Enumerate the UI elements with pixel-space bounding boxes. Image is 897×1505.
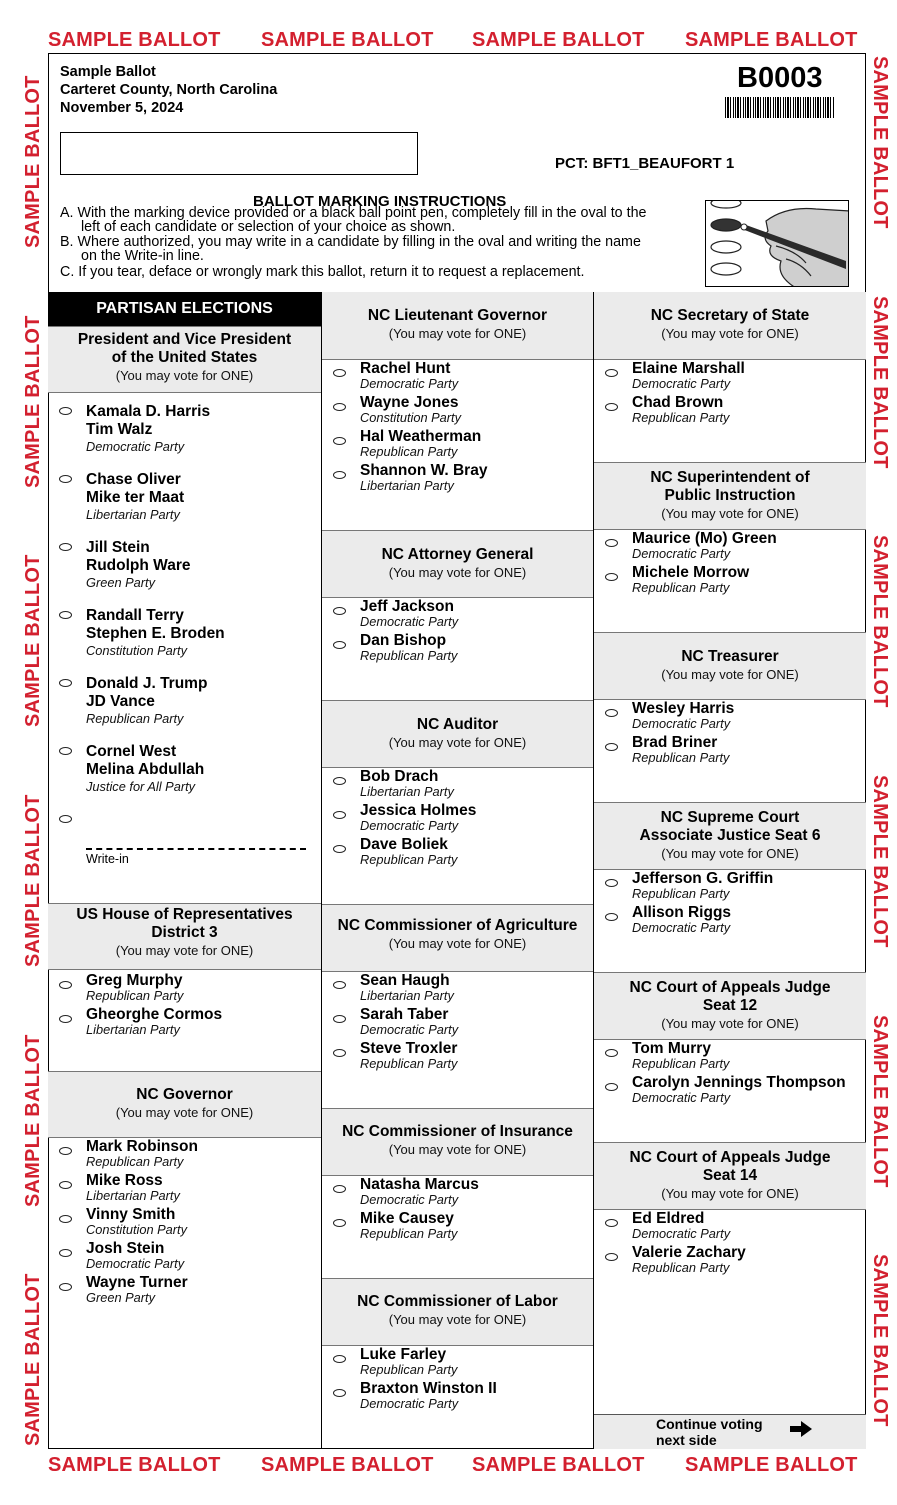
vote-oval[interactable] (333, 403, 346, 411)
vote-oval[interactable] (59, 1147, 72, 1155)
running-mate-name: JD Vance (86, 693, 155, 710)
candidate-name: Jill Stein (86, 539, 150, 556)
contest-header-insurance (322, 1108, 593, 1176)
candidate-name: Maurice (Mo) Green (632, 530, 777, 547)
candidate-name: Valerie Zachary (632, 1244, 746, 1261)
candidate-name: Dave Boliek (360, 836, 448, 853)
contest-title: NC Commissioner of Labor (357, 1293, 558, 1310)
candidate-name: Wayne Jones (360, 394, 459, 411)
candidate-mike-causey[interactable] (322, 1210, 457, 1240)
candidate-name: Brad Briner (632, 734, 718, 751)
candidate-bob-drach[interactable] (322, 768, 454, 798)
sample-ballot-watermark: SAMPLE BALLOT (869, 296, 891, 469)
contest-secretary-of-state-candidates (594, 360, 866, 462)
candidate-name: Chase Oliver (86, 471, 181, 488)
contest-title: NC Treasurer (681, 648, 779, 665)
election-date: November 5, 2024 (60, 100, 184, 116)
candidate-name: Luke Farley (360, 1346, 447, 1363)
candidate-name: Allison Riggs (632, 904, 732, 921)
sample-ballot-watermark: SAMPLE BALLOT (869, 775, 891, 948)
party-label: Republican Party (360, 444, 458, 459)
contest-title: NC Supreme Court (660, 809, 800, 826)
candidate-hal-weatherman[interactable] (322, 428, 481, 458)
party-label: Constitution Party (86, 1222, 188, 1237)
vote-for-instructions: (You may vote for ONE) (661, 846, 799, 861)
contest-title-line2: of the United States (111, 349, 258, 366)
running-mate-name: Mike ter Maat (86, 489, 185, 506)
vote-oval[interactable] (59, 1181, 72, 1189)
ballot-title: Sample Ballot (60, 64, 156, 80)
vote-oval[interactable] (333, 437, 346, 445)
party-label: Constitution Party (86, 643, 188, 658)
candidate-name: Wayne Turner (86, 1274, 188, 1291)
candidate-name: Vinny Smith (86, 1206, 176, 1223)
sample-ballot-watermark: SAMPLE BALLOT (261, 1454, 434, 1476)
contest-treasurer-candidates (594, 700, 866, 802)
party-label: Democratic Party (360, 376, 459, 391)
candidate-name: Carolyn Jennings Thompson (632, 1074, 846, 1091)
candidate-name: Sarah Taber (360, 1006, 449, 1023)
vote-for-instructions: (You may vote for ONE) (388, 735, 527, 750)
continue-voting-text (656, 1416, 763, 1448)
sample-ballot-watermark: SAMPLE BALLOT (48, 1454, 221, 1476)
candidate-luke-farley[interactable] (322, 1346, 457, 1376)
candidate-jeff-jackson[interactable] (322, 598, 458, 628)
candidate-rachel-hunt[interactable] (322, 360, 458, 390)
vote-oval[interactable] (59, 679, 72, 687)
vote-oval[interactable] (59, 1249, 72, 1257)
candidate-name: Hal Weatherman (360, 428, 482, 445)
contest-header-appeals-seat-12 (594, 972, 866, 1040)
vote-oval[interactable] (605, 1219, 618, 1227)
vote-oval[interactable] (59, 981, 72, 989)
candidate-mike-ross[interactable] (48, 1172, 180, 1202)
vote-oval[interactable] (333, 777, 346, 785)
vote-oval[interactable] (59, 611, 72, 619)
sample-ballot-watermark: SAMPLE BALLOT (22, 315, 44, 488)
contest-us-house-candidates (48, 970, 321, 1071)
sample-ballot-watermark: SAMPLE BALLOT (685, 1454, 858, 1476)
party-label: Libertarian Party (86, 1022, 180, 1037)
vote-for-instructions: (You may vote for ONE) (388, 1312, 527, 1327)
vote-for-instructions: (You may vote for ONE) (661, 1016, 799, 1031)
party-label: Republican Party (360, 1226, 458, 1241)
sample-ballot-watermark: SAMPLE BALLOT (869, 56, 891, 229)
vote-oval[interactable] (605, 403, 618, 411)
party-label: Republican Party (632, 1056, 730, 1071)
candidate-carolyn-thompson[interactable] (594, 1074, 846, 1104)
running-mate-name: Stephen E. Broden (86, 625, 225, 642)
candidate-name: Wesley Harris (632, 700, 735, 717)
candidate-name: Jeff Jackson (360, 598, 454, 615)
candidate-name: Jefferson G. Griffin (632, 870, 774, 887)
vote-oval[interactable] (333, 811, 346, 819)
vote-oval[interactable] (333, 641, 346, 649)
sample-ballot-watermark: SAMPLE BALLOT (22, 75, 44, 248)
candidate-name: Braxton Winston II (360, 1380, 497, 1397)
running-mate-name: Melina Abdullah (86, 761, 205, 778)
vote-oval[interactable] (605, 369, 618, 377)
vote-for-instructions: (You may vote for ONE) (661, 326, 799, 341)
party-label: Democratic Party (360, 1396, 459, 1411)
contest-title-line2: Seat 14 (702, 1167, 758, 1184)
instructions-text (60, 205, 700, 280)
vote-oval[interactable] (605, 709, 618, 717)
vote-oval[interactable] (333, 1355, 346, 1363)
contest-title-line2: Associate Justice Seat 6 (639, 827, 821, 844)
party-label: Republican Party (360, 648, 458, 663)
vote-for-instructions: (You may vote for ONE) (388, 326, 527, 341)
candidate-name: Mike Ross (86, 1172, 163, 1189)
contest-header-president (48, 326, 321, 393)
candidate-trump-vance[interactable] (48, 675, 207, 727)
candidate-name: Donald J. Trump (86, 675, 208, 692)
contest-title: NC Auditor (416, 716, 499, 733)
running-mate-name: Tim Walz (86, 421, 153, 438)
party-label: Democratic Party (360, 1192, 459, 1207)
instructions-title: BALLOT MARKING INSTRUCTIONS (253, 193, 507, 210)
party-label: Democratic Party (632, 920, 731, 935)
candidate-tom-murry[interactable] (594, 1040, 729, 1070)
contest-lt-governor-candidates (322, 360, 593, 530)
barcode (725, 97, 835, 118)
candidate-allison-riggs[interactable] (594, 904, 731, 934)
sample-ballot-watermark: SAMPLE BALLOT (869, 535, 891, 708)
candidate-name: Kamala D. Harris (86, 403, 211, 420)
candidate-terry-broden[interactable] (48, 607, 225, 659)
vote-oval[interactable] (333, 369, 346, 377)
contest-header-us-house (48, 903, 321, 970)
party-label: Democratic Party (632, 716, 731, 731)
vote-oval[interactable] (59, 1283, 72, 1291)
vote-for-instructions: (You may vote for ONE) (115, 368, 254, 383)
contest-title-line2: Seat 12 (702, 997, 758, 1014)
party-label: Democratic Party (632, 1090, 731, 1105)
party-label: Republican Party (360, 1056, 458, 1071)
candidate-name: Jessica Holmes (360, 802, 477, 819)
vote-oval[interactable] (59, 543, 72, 551)
candidate-west-abdullah[interactable] (48, 743, 204, 795)
sample-ballot-watermark: SAMPLE BALLOT (22, 1273, 44, 1446)
party-label: Republican Party (86, 711, 184, 726)
candidate-braxton-winston[interactable] (322, 1380, 497, 1410)
instruction-c: C. If you tear, deface or wrongly mark this ballot, return it to request a replacement. (60, 263, 585, 280)
candidate-josh-stein[interactable] (48, 1240, 184, 1270)
candidate-wayne-jones[interactable] (322, 394, 461, 424)
party-label: Democratic Party (360, 614, 459, 629)
contest-header-auditor (322, 700, 593, 768)
vote-oval[interactable] (333, 1049, 346, 1057)
candidate-chad-brown[interactable] (594, 394, 729, 424)
candidate-sean-haugh[interactable] (322, 972, 454, 1002)
candidate-wayne-turner[interactable] (48, 1274, 188, 1304)
candidate-name: Elaine Marshall (632, 360, 745, 377)
candidate-vinny-smith[interactable] (48, 1206, 187, 1236)
ballot-style-id: B0003 (737, 62, 823, 94)
vote-oval[interactable] (333, 845, 346, 853)
party-label: Democratic Party (360, 1022, 459, 1037)
vote-for-instructions: (You may vote for ONE) (388, 1142, 527, 1157)
marking-illustration-icon (705, 200, 849, 287)
candidate-name: Steve Troxler (360, 1040, 458, 1057)
vote-oval[interactable] (59, 1015, 72, 1023)
vote-for-instructions: (You may vote for ONE) (388, 565, 527, 580)
candidate-name: Tom Murry (632, 1040, 711, 1057)
contest-header-treasurer (594, 632, 866, 700)
party-label: Green Party (86, 575, 155, 590)
candidate-sarah-taber[interactable] (322, 1006, 458, 1036)
candidate-greg-murphy[interactable] (48, 972, 183, 1002)
contest-header-supreme-court (594, 802, 866, 870)
candidate-natasha-marcus[interactable] (322, 1176, 479, 1206)
sample-ballot-watermark: SAMPLE BALLOT (472, 29, 645, 51)
candidate-jessica-holmes[interactable] (322, 802, 476, 832)
candidate-steve-troxler[interactable] (322, 1040, 457, 1070)
candidate-stein-ware[interactable] (48, 539, 190, 591)
vote-oval[interactable] (59, 815, 72, 823)
contest-header-attorney-general (322, 530, 593, 598)
vote-oval[interactable] (605, 539, 618, 547)
contest-president-candidates (48, 393, 321, 903)
contest-supreme-court-candidates (594, 870, 866, 972)
instruction-a-cont: left of each candidate or selection of your choice as shown. (81, 219, 456, 235)
vote-oval[interactable] (605, 1083, 618, 1091)
vote-oval[interactable] (605, 879, 618, 887)
writein-option[interactable] (48, 811, 308, 871)
candidate-name: Mark Robinson (86, 1138, 198, 1155)
candidate-name: Bob Drach (360, 768, 439, 785)
contest-title: NC Commissioner of Insurance (342, 1123, 573, 1140)
vote-for-instructions: (You may vote for ONE) (661, 1186, 799, 1201)
contest-header-superintendent (594, 462, 866, 530)
party-label: Democratic Party (632, 1226, 731, 1241)
contest-header-lt-governor (322, 292, 593, 360)
contest-title: NC Commissioner of Agriculture (337, 917, 578, 934)
running-mate-name: Rudolph Ware (86, 557, 191, 574)
candidate-dave-boliek[interactable] (322, 836, 457, 866)
ballot-column-1 (48, 292, 321, 1449)
party-label: Republican Party (632, 410, 730, 425)
vote-for-instructions: (You may vote for ONE) (115, 943, 254, 958)
candidate-harris-walz[interactable] (48, 403, 210, 455)
ballot-column-3 (593, 292, 866, 1449)
vote-oval[interactable] (333, 981, 346, 989)
candidate-name: Randall Terry (86, 607, 184, 624)
contest-superintendent-candidates (594, 530, 866, 632)
party-label: Libertarian Party (86, 1188, 180, 1203)
candidate-maurice-green[interactable] (594, 530, 777, 560)
party-label: Democratic Party (86, 439, 185, 454)
contest-title: NC Attorney General (381, 546, 534, 563)
sample-ballot-watermark: SAMPLE BALLOT (22, 554, 44, 727)
candidate-name: Greg Murphy (86, 972, 183, 989)
ballot-stub-box (60, 132, 418, 175)
contest-agriculture-candidates (322, 972, 593, 1108)
vote-oval[interactable] (333, 1015, 346, 1023)
candidate-valerie-zachary[interactable] (594, 1244, 746, 1274)
contest-auditor-candidates (322, 768, 593, 904)
vote-oval[interactable] (333, 607, 346, 615)
candidate-wesley-harris[interactable] (594, 700, 734, 730)
candidate-name: Chad Brown (632, 394, 724, 411)
contest-title: NC Lieutenant Governor (367, 307, 548, 324)
continue-line-1: Continue voting (656, 1416, 763, 1432)
party-label: Republican Party (360, 852, 458, 867)
candidate-name: Cornel West (86, 743, 177, 760)
vote-for-instructions: (You may vote for ONE) (388, 936, 527, 951)
contest-header-agriculture (322, 904, 593, 972)
vote-oval[interactable] (59, 747, 72, 755)
vote-for-instructions: (You may vote for ONE) (661, 506, 799, 521)
party-label: Republican Party (632, 886, 730, 901)
party-label: Constitution Party (360, 410, 462, 425)
vote-oval[interactable] (605, 913, 618, 921)
candidate-shannon-bray[interactable] (322, 462, 487, 492)
candidate-name: Gheorghe Cormos (86, 1006, 223, 1023)
sample-ballot-watermark: SAMPLE BALLOT (22, 794, 44, 967)
candidate-ed-eldred[interactable] (594, 1210, 730, 1240)
contest-header-governor (48, 1071, 321, 1138)
party-label: Republican Party (632, 1260, 730, 1275)
county-name: Carteret County, North Carolina (60, 82, 278, 98)
candidate-dan-bishop[interactable] (322, 632, 457, 662)
contest-header-secretary-of-state (594, 292, 866, 360)
writein-label: Write-in (86, 852, 129, 866)
candidate-name: Sean Haugh (360, 972, 450, 989)
candidate-gheorghe-cormos[interactable] (48, 1006, 222, 1036)
candidate-oliver-termaat[interactable] (48, 471, 184, 523)
vote-for-instructions: (You may vote for ONE) (115, 1105, 254, 1120)
candidate-name: Mike Causey (360, 1210, 454, 1227)
sample-ballot-watermark: SAMPLE BALLOT (685, 29, 858, 51)
candidate-mark-robinson[interactable] (48, 1138, 198, 1168)
party-label: Libertarian Party (360, 478, 454, 493)
continue-line-2: next side (656, 1432, 717, 1448)
party-label: Green Party (86, 1290, 155, 1305)
sample-ballot-watermark: SAMPLE BALLOT (869, 1254, 891, 1427)
sample-ballot-watermark: SAMPLE BALLOT (472, 1454, 645, 1476)
contest-appeals-seat-14-candidates (594, 1210, 866, 1312)
vote-oval[interactable] (333, 1389, 346, 1397)
party-label: Republican Party (86, 1154, 184, 1169)
continue-voting-banner (594, 1414, 866, 1449)
contest-title-line2: District 3 (151, 924, 218, 941)
contest-title-line2: Public Instruction (664, 487, 796, 504)
contest-header-appeals-seat-14 (594, 1142, 866, 1210)
vote-oval[interactable] (605, 573, 618, 581)
party-label: Republican Party (632, 580, 730, 595)
instruction-b: B. Where authorized, you may write in a candidate by filling in the oval and writing the name (60, 234, 641, 250)
arrow-right-icon (790, 1421, 812, 1437)
candidate-name: Natasha Marcus (360, 1176, 479, 1193)
vote-oval[interactable] (333, 1185, 346, 1193)
instruction-a: A. With the marking device provided or a black ball point pen, completely fill in the oval to the (60, 205, 647, 221)
vote-for-instructions: (You may vote for ONE) (661, 667, 799, 682)
vote-oval[interactable] (333, 471, 346, 479)
party-label: Democratic Party (360, 818, 459, 833)
candidate-name: Rachel Hunt (360, 360, 451, 377)
ballot-header-title (60, 63, 277, 117)
candidate-elaine-marshall[interactable] (594, 360, 745, 390)
vote-oval[interactable] (605, 743, 618, 751)
candidate-name: Dan Bishop (360, 632, 447, 649)
party-label: Democratic Party (632, 376, 731, 391)
vote-oval[interactable] (59, 475, 72, 483)
vote-oval[interactable] (605, 1253, 618, 1261)
sample-ballot-watermark: SAMPLE BALLOT (48, 29, 221, 51)
writein-line[interactable] (86, 848, 306, 850)
contest-insurance-candidates (322, 1176, 593, 1278)
precinct-label: PCT: BFT1_BEAUFORT 1 (555, 155, 735, 172)
vote-oval[interactable] (59, 1215, 72, 1223)
party-label: Democratic Party (86, 1256, 185, 1271)
candidate-name: Josh Stein (86, 1240, 165, 1257)
candidate-name: Michele Morrow (632, 564, 750, 581)
ballot-column-2 (321, 292, 593, 1449)
contest-title: US House of Representatives (76, 906, 293, 923)
contest-title: NC Governor (136, 1086, 233, 1103)
contest-title: NC Court of Appeals Judge (629, 979, 831, 996)
sample-ballot-watermark: SAMPLE BALLOT (869, 1015, 891, 1188)
vote-oval[interactable] (333, 1219, 346, 1227)
contest-title: NC Court of Appeals Judge (629, 1149, 831, 1166)
party-label: Republican Party (632, 750, 730, 765)
candidate-brad-briner[interactable] (594, 734, 729, 764)
contest-title: President and Vice President (77, 331, 292, 348)
candidate-jefferson-griffin[interactable] (594, 870, 773, 900)
contest-title: NC Superintendent of (650, 469, 810, 486)
instruction-b-cont: on the Write-in line. (81, 248, 204, 264)
party-label: Libertarian Party (86, 507, 180, 522)
party-label: Libertarian Party (360, 988, 454, 1003)
vote-oval[interactable] (605, 1049, 618, 1057)
party-label: Justice for All Party (86, 779, 196, 794)
party-label: Libertarian Party (360, 784, 454, 799)
sample-ballot-watermark: SAMPLE BALLOT (261, 29, 434, 51)
contest-attorney-general-candidates (322, 598, 593, 700)
contest-labor-candidates (322, 1346, 593, 1416)
contest-header-labor (322, 1278, 593, 1346)
candidate-name: Shannon W. Bray (360, 462, 488, 479)
candidate-name: Ed Eldred (632, 1210, 705, 1227)
contest-title: NC Secretary of State (650, 307, 810, 324)
vote-oval[interactable] (59, 407, 72, 415)
party-label: Democratic Party (632, 546, 731, 561)
contest-appeals-seat-12-candidates (594, 1040, 866, 1142)
party-label: Republican Party (86, 988, 184, 1003)
party-label: Republican Party (360, 1362, 458, 1377)
partisan-elections-header: PARTISAN ELECTIONS (48, 292, 321, 326)
candidate-michele-morrow[interactable] (594, 564, 749, 594)
sample-ballot-watermark: SAMPLE BALLOT (22, 1034, 44, 1207)
